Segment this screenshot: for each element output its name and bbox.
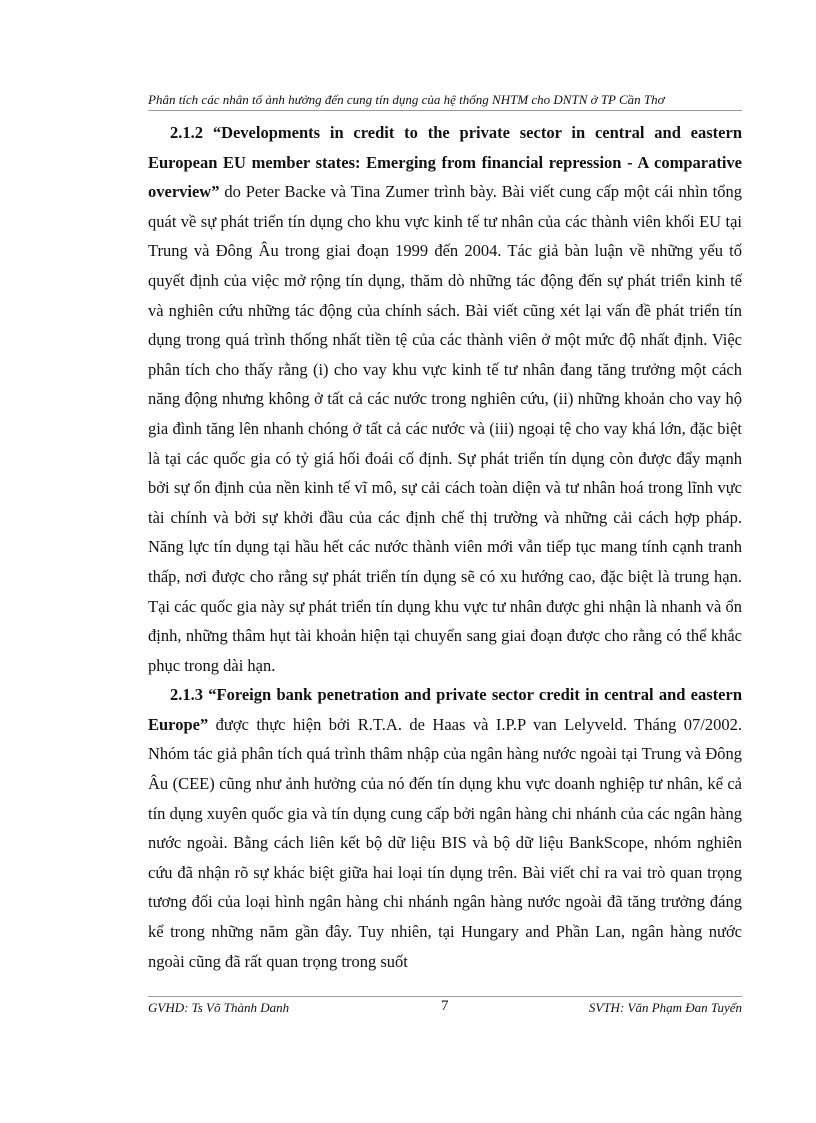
section-heading-2-1-2: 2.1.2 “Developments in credit to the private sector in central and eastern European EU member states: Emerging from financial repression - A comparative overview” (148, 123, 742, 202)
page-body (148, 118, 742, 976)
page-number: 7 (441, 998, 449, 1014)
section-text-2-1-3: được thực hiện bởi R.T.A. de Haas và I.P.P van Lelyveld. Tháng 07/2002. Nhóm tác giả phân tích quá trình thâm nhập của ngân hàng nước ngoài tại Trung và Đông Âu (CEE) cũng như ảnh hưởng của nó đến tín dụng khu vực doanh nghiệp tư nhân, kể cả tín dụng xuyên quốc gia và tín dụng cung cấp bởi ngân hàng chi nhánh của các ngân hàng nước ngoài. Bằng cách liên kết bộ dữ liệu BIS và bộ dữ liệu BankScope, nhóm nghiên cứu đã nhận rõ sự khác biệt giữa hai loại tín dụng trên. Bài viết chỉ ra vai trò quan trọng tương đối của loại hình ngân hàng chi nhánh ngân hàng nước ngoài đã tăng trưởng đáng kể trong những năm gần đây. Tuy nhiên, tại Hungary and Phần Lan, ngân hàng nước ngoài cũng đã rất quan trọng trong suốt (148, 714, 742, 971)
section-heading-2-1-3: 2.1.3 “Foreign bank penetration and private sector credit in central and eastern Europe” (148, 685, 742, 734)
footer-advisor: GVHD: Ts Võ Thành Danh (148, 1000, 290, 1015)
page-footer (148, 1000, 742, 1018)
header-divider (148, 110, 742, 111)
paragraph-2-1-2 (148, 118, 742, 680)
paragraph-2-1-3 (148, 680, 742, 976)
footer-divider (148, 996, 742, 997)
section-text-2-1-2: do Peter Backe và Tina Zumer trình bày. Bài viết cung cấp một cái nhìn tổng quát về sự phát triển tín dụng cho khu vực kinh tế tư nhân của các thành viên khối EU tại Trung và Đông Âu trong giai đoạn 1999 đến 2004. Tác giả bàn luận về những yếu tố quyết định của việc mở rộng tín dụng, thăm dò những tác động đến sự phát triển kinh tế và nghiên cứu những tác động của chính sách. Bài viết cũng xét lại vấn đề phát triển tín dụng trong quá trình thống nhất tiền tệ của các thành viên ở một mức độ nhất định. Việc phân tích cho thấy rằng (i) cho vay khu vực kinh tế tư nhân đang tăng trưởng một cách năng động nhưng không ở tất cả các nước trong nghiên cứu, (ii) những khoản cho vay hộ gia đình tăng lên nhanh chóng ở tất cả các nước và (iii) ngoại tệ cho vay khá lớn, đặc biệt là tại các quốc gia có tỷ giá hối đoái cố định. Sự phát triển tín dụng còn được đẩy mạnh bởi sự ổn định của nền kinh tế vĩ mô, sự cải cách toàn diện và tư nhân hoá trong lĩnh vực tài chính và bởi sự khởi đầu của các định chế thị trường và những cải cách hợp pháp. Năng lực tín dụng tại hầu hết các nước thành viên mới vẫn tiếp tục mang tính cạnh tranh thấp, nơi được cho rằng sự phát triển tín dụng sẽ có xu hướng cao, đặc biệt là trung hạn. Tại các quốc gia này sự phát triển tín dụng khu vực tư nhân được ghi nhận là nhanh và ổn định, những thâm hụt tài khoản hiện tại chuyển sang giai đoạn được cho rằng có thể khắc phục trong dài hạn. (148, 182, 742, 675)
running-header: Phân tích các nhân tố ảnh hưởng đến cung tín dụng của hệ thống NHTM cho DNTN ở TP Cần Thơ (148, 92, 665, 107)
footer-student: SVTH: Văn Phạm Đan Tuyển (588, 1000, 742, 1015)
